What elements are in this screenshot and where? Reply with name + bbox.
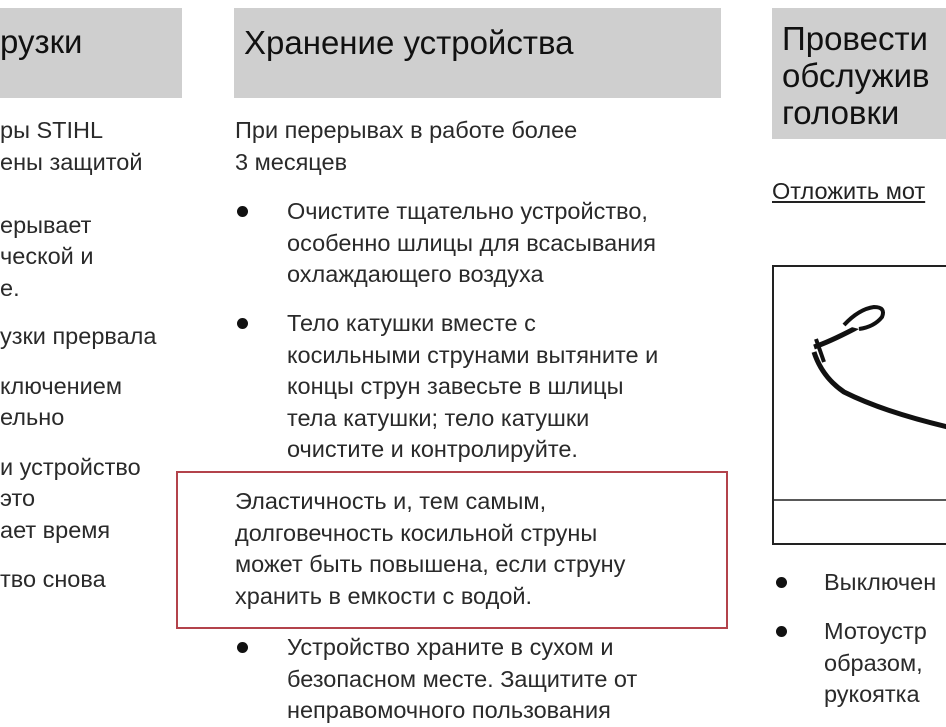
bullet-line: Устройство храните в сухом и (287, 634, 614, 660)
note-line: может быть повышена, если струну (235, 551, 626, 577)
note-line: долговечность косильной струны (235, 519, 598, 546)
trimmer-illustration (772, 265, 946, 545)
bullet-icon (237, 206, 248, 217)
bullet-line: Очистите тщательно устройство, (287, 198, 648, 224)
storage-section-header (234, 8, 721, 98)
service-header-line: обслужив (782, 57, 930, 94)
bullet-line: образом, (824, 649, 923, 676)
bullet-line: тела катушки; тело катушки (287, 404, 590, 431)
left-line (0, 546, 156, 564)
left-line: ерывает (0, 211, 92, 238)
left-line: ключением (0, 372, 123, 399)
service-header-line: Провести (782, 20, 928, 57)
intro-line: При перерывах в работе более (235, 117, 578, 143)
left-section-header (0, 8, 182, 98)
subheading-text: Отложить мот (772, 178, 926, 204)
highlighted-note-text (235, 486, 625, 612)
trimmer-drawing-icon (774, 267, 946, 545)
left-line: ческой и (0, 243, 94, 269)
service-section-header (772, 8, 946, 139)
left-line: тво снова (0, 566, 106, 592)
storage-bullet-dry (287, 632, 637, 727)
bullet-line: очистите и контролируйте. (287, 436, 578, 462)
bullet-line: особенно шлицы для всасывания (287, 229, 657, 256)
intro-line: 3 месяцев (235, 148, 348, 175)
left-line (0, 353, 156, 371)
left-section-header-text: рузки (0, 23, 83, 60)
storage-bullet-clean (287, 196, 656, 291)
bullet-icon (776, 626, 787, 637)
bullet-line: косильными струнами вытяните и (287, 341, 659, 368)
bullet-line: концы струн завесьте в шлицы (287, 373, 624, 399)
left-line (0, 434, 156, 452)
bullet-icon (776, 577, 787, 588)
storage-section-title: Хранение устройства (244, 24, 574, 61)
left-line: и устройство (0, 453, 141, 480)
note-line: хранить в емкости с водой. (235, 582, 533, 609)
bullet-line: неправомочного пользования (287, 697, 611, 723)
bullet-line: безопасном месте. Защитите от (287, 665, 638, 692)
bullet-line: рукоятка (824, 681, 920, 707)
bullet-line: Тело катушки вместе с (287, 310, 536, 336)
left-line: ены защитой (0, 148, 143, 175)
left-line: это (0, 485, 36, 511)
service-bullet-unit (824, 616, 927, 711)
storage-bullet-spool (287, 308, 658, 466)
bullet-line: охлаждающего воздуха (287, 261, 544, 287)
service-bullet-off (824, 567, 936, 599)
left-line: ает время (0, 516, 111, 543)
bullet-line: Мотоустр (824, 618, 927, 644)
left-line (0, 178, 156, 210)
left-line: ры STIHL (0, 117, 104, 143)
note-line: Эластичность и, тем самым, (235, 488, 547, 514)
service-subheading (772, 176, 925, 208)
bullet-icon (237, 642, 248, 653)
service-header-line: головки (782, 94, 900, 131)
bullet-line: Выключен (824, 569, 937, 595)
left-line: е. (0, 274, 20, 301)
bullet-icon (237, 318, 248, 329)
left-line: узки прервала (0, 323, 157, 349)
storage-intro (235, 115, 577, 178)
left-line: ельно (0, 404, 65, 430)
left-column-text (0, 115, 156, 596)
